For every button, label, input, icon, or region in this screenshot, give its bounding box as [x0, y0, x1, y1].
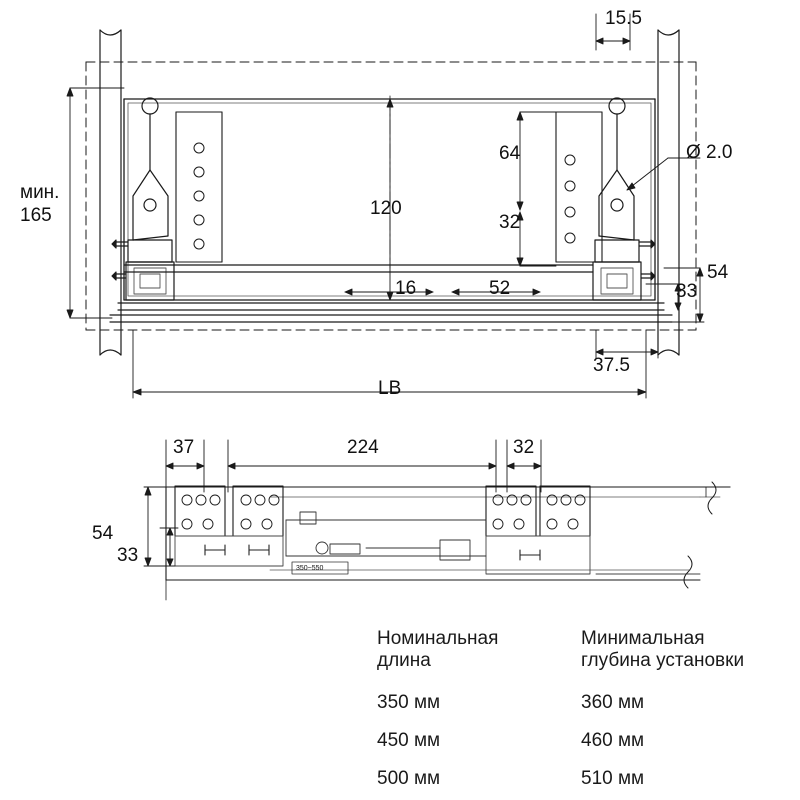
cell-nominal-450: 450 мм: [377, 730, 441, 751]
table-row: [365, 684, 777, 722]
dim-54-top: 54: [92, 523, 114, 544]
dim-120: 120: [370, 198, 402, 219]
dim-32-top: 32: [513, 437, 535, 458]
dim-52: 52: [489, 278, 511, 299]
dim-min-165: 165: [20, 205, 52, 226]
table-header-row: [365, 618, 777, 684]
dim-33-top: 33: [117, 545, 139, 566]
cell-depth-510: 510 мм: [581, 768, 645, 789]
length-depth-table: [365, 618, 777, 798]
dim-min-label: мин.: [20, 182, 60, 203]
cell-depth-360: 360 мм: [581, 692, 645, 713]
table-row: [365, 760, 777, 798]
dim-15-5: 15.5: [605, 8, 642, 29]
dim-16: 16: [395, 278, 417, 299]
dim-32: 32: [499, 212, 521, 233]
cell-nominal-500: 500 мм: [377, 768, 441, 789]
table-row: [365, 722, 777, 760]
dim-37-top: 37: [173, 437, 195, 458]
length-range-stamp: 350~550: [296, 565, 324, 572]
dim-224-top: 224: [347, 437, 379, 458]
dim-hole-diameter: Ø 2.0: [686, 142, 733, 163]
dim-LB: LB: [378, 378, 402, 399]
top-view: [166, 482, 730, 588]
table-header-depth: [569, 618, 777, 684]
table-header-depth-line2: глубина установки: [581, 650, 745, 671]
dim-37-5: 37.5: [593, 355, 630, 376]
cabinet-left-panel: [100, 30, 121, 355]
dim-64: 64: [499, 143, 521, 164]
dim-33-front: 33: [676, 281, 698, 302]
cell-nominal-350: 350 мм: [377, 692, 441, 713]
cabinet-right-panel: [658, 30, 679, 355]
table-header-nominal-line1: Номинальная: [377, 628, 499, 649]
dim-54-front: 54: [707, 262, 729, 283]
cell-depth-460: 460 мм: [581, 730, 645, 751]
table-header-depth-line1: Минимальная: [581, 628, 705, 649]
table-header-nominal: [365, 618, 569, 684]
table-header-nominal-line2: длина: [377, 650, 431, 671]
